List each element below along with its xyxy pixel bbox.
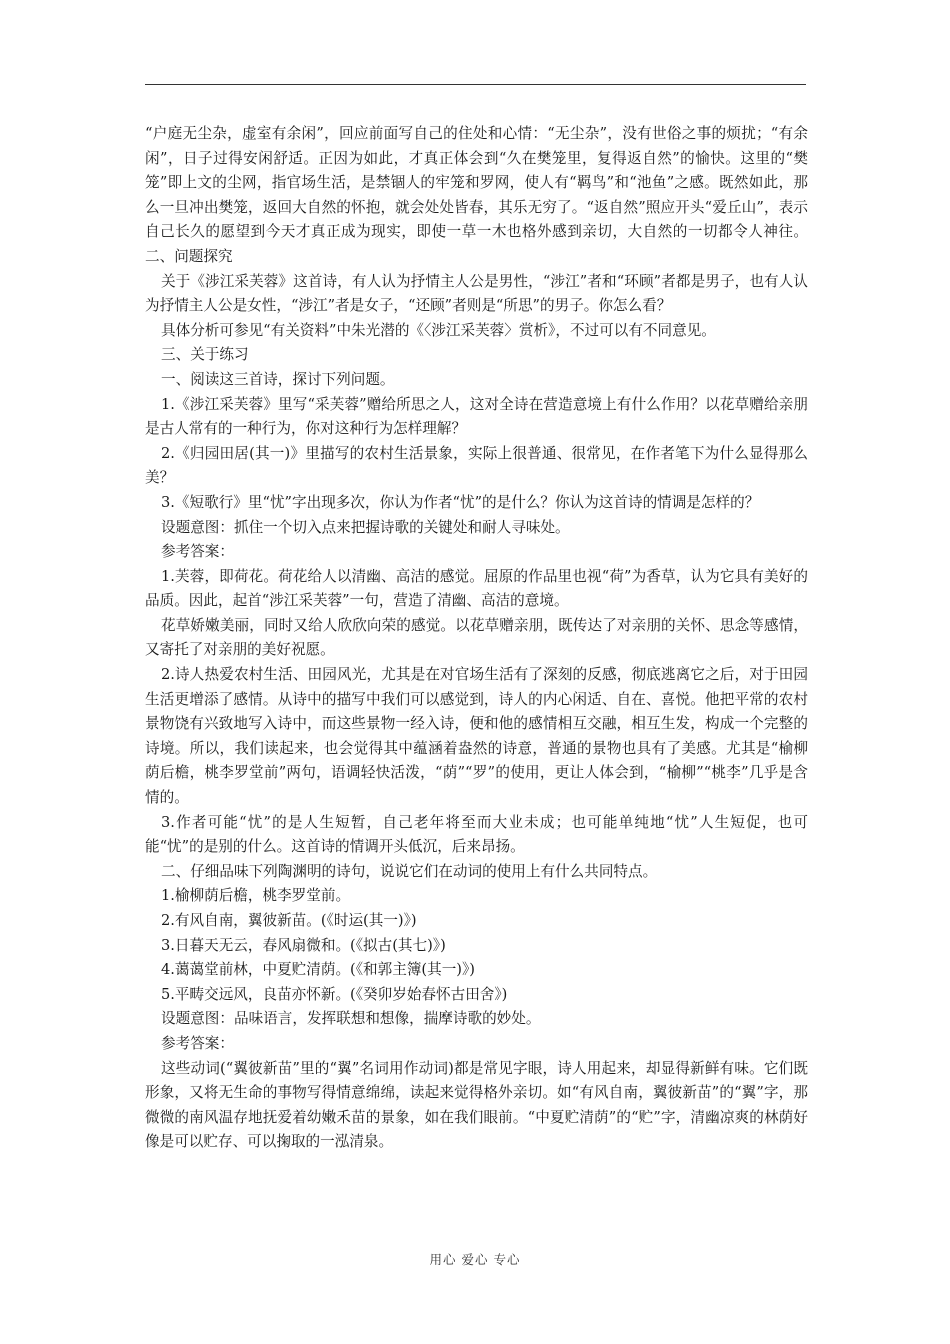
answer-item: 3.作者可能“忧”的是人生短暂，自己老年将至而大业未成；也可能单纯地“忧”人生短促，也可能“忧”的是别的什么。这首诗的情调开头低沉，后来昂扬。 bbox=[145, 813, 808, 856]
question-item: 2.《归园田居(其一)》里描写的农村生活景象，实际上很普通、很常见，在作者笔下为什么显得那么美？ bbox=[145, 444, 808, 487]
verse-item: 4.蔼蔼堂前林，中夏贮清荫。(《和郭主簿(其一)》) bbox=[161, 961, 475, 979]
verse-item: 5.平畴交远风，良苗亦怀新。(《癸卯岁始春怀古田舍》) bbox=[161, 985, 508, 1003]
answer-heading: 参考答案： bbox=[161, 543, 234, 561]
page-footer: 用心 爱心 专心 bbox=[429, 1252, 521, 1267]
answer-heading: 参考答案： bbox=[161, 1034, 234, 1052]
design-intent: 设题意图：品味语言，发挥联想和想像，揣摩诗歌的妙处。 bbox=[161, 1010, 541, 1028]
verse-item: 1.榆柳荫后檐，桃李罗堂前。 bbox=[161, 887, 351, 905]
question-item: 1.《涉江采芙蓉》里写“采芙蓉”赠给所思之人，这对全诗在营造意境上有什么作用？以花草赠给亲朋是古人常有的一种行为，你对这种行为怎样理解？ bbox=[145, 395, 808, 438]
paragraph: 关于《涉江采芙蓉》这首诗，有人认为抒情主人公是男性，“涉江”者和“环顾”者都是男子，也有人认为抒情主人公是女性，“涉江”者是女子，“还顾”者则是“所思”的男子。你怎么看？ bbox=[145, 272, 808, 315]
verse-item: 2.有风自南，翼彼新苗。(《时运(其一)》) bbox=[161, 912, 417, 929]
document-body bbox=[145, 122, 864, 1155]
answer-item: 2.诗人热爱农村生活、田园风光，尤其是在对官场生活有了深刻的反感，彻底逃离它之后，对于田园生活更增添了感情。从诗中的描写中我们可以感觉到，诗人的内心闲适、自在、喜悦。他把平常的农村景物饶有兴致地写入诗中，而这些景物一经入诗，便和他的感情相互交融，相互生发，构成一个完整的诗境。所以，我们读起来，也会觉得其中蕴涵着盎然的诗意，普通的景物也具有了美感。尤其是“榆柳荫后檐，桃李罗堂前”两句，语调轻快活泼，“荫”“罗”的使用，更让人体会到，“榆柳”“桃李”几乎是含情的。 bbox=[145, 666, 808, 807]
paragraph: “户庭无尘杂，虚室有余闲”，回应前面写自己的住处和心情：“无尘杂”，没有世俗之事的烦扰；“有余闲”，日子过得安闲舒适。正因为如此，才真正体会到“久在樊笼里，复得返自然”的愉快。这里的“樊笼”即上文的尘网，指官场生活，是禁锢人的牢笼和罗网，使人有“羁鸟”和“池鱼”之感。既然如此，那么一旦冲出樊笼，返回大自然的怀抱，就会处处皆春，其乐无穷了。“返自然”照应开头“爱丘山”，表示自己长久的愿望到今天才真正成为现实，即使一草一木也格外感到亲切，大自然的一切都令人神往。 二、问题探究 bbox=[145, 125, 864, 265]
answer-item: 这些动词(“翼彼新苗”里的“翼”名词用作动词)都是常见字眼，诗人用起来，却显得新鲜有味。它们既形象，又将无生命的事物写得情意绵绵，读起来觉得格外亲切。如“有风自南，翼彼新苗”的“翼”字，那微微的南风温存地抚爱着幼嫩禾苗的景象，如在我们眼前。“中夏贮清荫”的“贮”字，清幽凉爽的林荫好像是可以贮存、可以掬取的一泓清泉。 bbox=[145, 1059, 808, 1151]
answer-item: 花草娇嫩美丽，同时又给人欣欣向荣的感觉。以花草赠亲朋，既传达了对亲朋的关怀、思念等感情，又寄托了对亲朋的美好祝愿。 bbox=[145, 616, 808, 659]
verse-item: 3.日暮天无云，春风扇微和。(《拟古(其七)》) bbox=[161, 936, 446, 954]
header-rule bbox=[145, 84, 806, 85]
question-item: 3.《短歌行》里“忧”字出现多次，你认为作者“忧”的是什么？你认为这首诗的情调是怎样的？ bbox=[161, 493, 760, 511]
section-heading: 三、关于练习 bbox=[161, 346, 249, 364]
exercise-heading: 二、仔细品味下列陶渊明的诗句，说说它们在动词的使用上有什么共同特点。 bbox=[161, 862, 658, 880]
exercise-heading: 一、阅读这三首诗，探讨下列问题。 bbox=[161, 370, 395, 388]
paragraph: 具体分析可参见“有关资料”中朱光潜的《〈涉江采芙蓉〉赏析》，不过可以有不同意见。 bbox=[161, 321, 716, 339]
design-intent: 设题意图：抓住一个切入点来把握诗歌的关键处和耐人寻味处。 bbox=[161, 518, 570, 536]
answer-item: 1.芙蓉，即荷花。荷花给人以清幽、高洁的感觉。屈原的作品里也视“荷”为香草，认为它具有美好的品质。因此，起首“涉江采芙蓉”一句，营造了清幽、高洁的意境。 bbox=[145, 567, 808, 610]
